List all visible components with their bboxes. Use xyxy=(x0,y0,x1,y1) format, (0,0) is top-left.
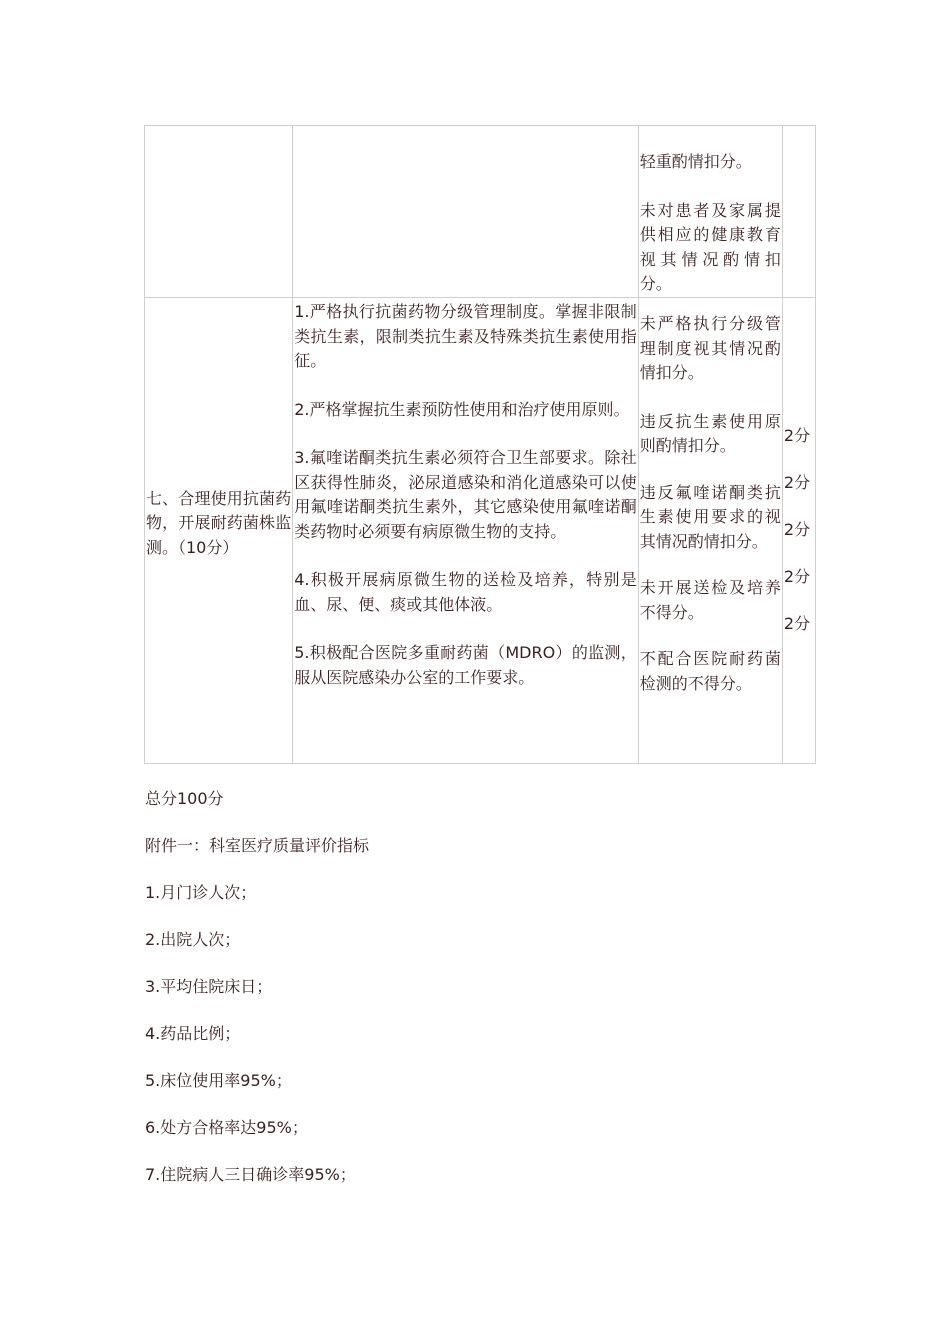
indicator-item: 2.出院人次； xyxy=(145,930,241,949)
standard-text: 5.积极配合医院多重耐药菌（MDRO）的监测，服从医院感染办公室的工作要求。 xyxy=(294,643,637,687)
score-value: 2分 xyxy=(783,567,811,586)
evaluation-table xyxy=(144,125,816,764)
deduction-text: 未对患者及家属提供相应的健康教育视其情况酌情扣分。 xyxy=(639,200,781,293)
standard-cell xyxy=(293,298,639,764)
indicator-item: 1.月门诊人次； xyxy=(145,883,257,902)
attachment-title: 附件一：科室医疗质量评价指标 xyxy=(145,836,370,855)
deduction-text: 不配合医院耐药菌检测的不得分。 xyxy=(639,649,781,693)
deduction-text: 未严格执行分级管理制度视其情况酌情扣分。 xyxy=(639,314,781,382)
deduction-cell xyxy=(638,298,782,764)
table-row xyxy=(145,126,816,298)
indicator-item: 4.药品比例； xyxy=(145,1024,241,1043)
deduction-text: 轻重酌情扣分。 xyxy=(639,152,752,171)
category-cell xyxy=(145,126,293,298)
score-value: 2分 xyxy=(783,473,811,492)
standard-cell xyxy=(293,126,639,298)
score-value: 2分 xyxy=(783,426,811,445)
total-score: 总分100分 xyxy=(145,789,224,808)
deduction-text: 未开展送检及培养不得分。 xyxy=(639,578,781,622)
table-row xyxy=(145,298,816,764)
score-cell xyxy=(782,298,815,764)
indicator-item: 6.处方合格率达95%； xyxy=(145,1118,308,1137)
indicator-item: 7.住院病人三日确诊率95%； xyxy=(145,1165,356,1184)
deduction-text: 违反氟喹诺酮类抗生素使用要求的视其情况酌情扣分。 xyxy=(639,482,781,551)
deduction-cell xyxy=(638,126,782,298)
indicator-item: 5.床位使用率95%； xyxy=(145,1071,292,1090)
score-value: 2分 xyxy=(783,614,811,633)
indicator-item: 3.平均住院床日； xyxy=(145,977,273,996)
standard-text: 3.氟喹诺酮类抗生素必须符合卫生部要求。除社区获得性肺炎，泌尿道感染和消化道感染可以使用氟喹诺酮类抗生素外，其它感染使用氟喹诺酮类药物时必须要有病原微生物的支持。 xyxy=(294,448,637,541)
document-body xyxy=(145,787,369,1210)
score-value: 2分 xyxy=(783,520,811,539)
standard-text: 2.严格掌握抗生素预防性使用和治疗使用原则。 xyxy=(294,399,630,419)
standard-text: 1.严格执行抗菌药物分级管理制度。掌握非限制类抗生素，限制类抗生素及特殊类抗生素使用指征。 xyxy=(294,302,637,370)
score-cell xyxy=(782,126,815,298)
category-cell: 七、合理使用抗菌药物，开展耐药菌株监测。（10分） xyxy=(145,298,293,764)
standard-text: 4.积极开展病原微生物的送检及培养，特别是血、尿、便、痰或其他体液。 xyxy=(294,570,637,614)
deduction-text: 违反抗生素使用原则酌情扣分。 xyxy=(639,411,781,455)
